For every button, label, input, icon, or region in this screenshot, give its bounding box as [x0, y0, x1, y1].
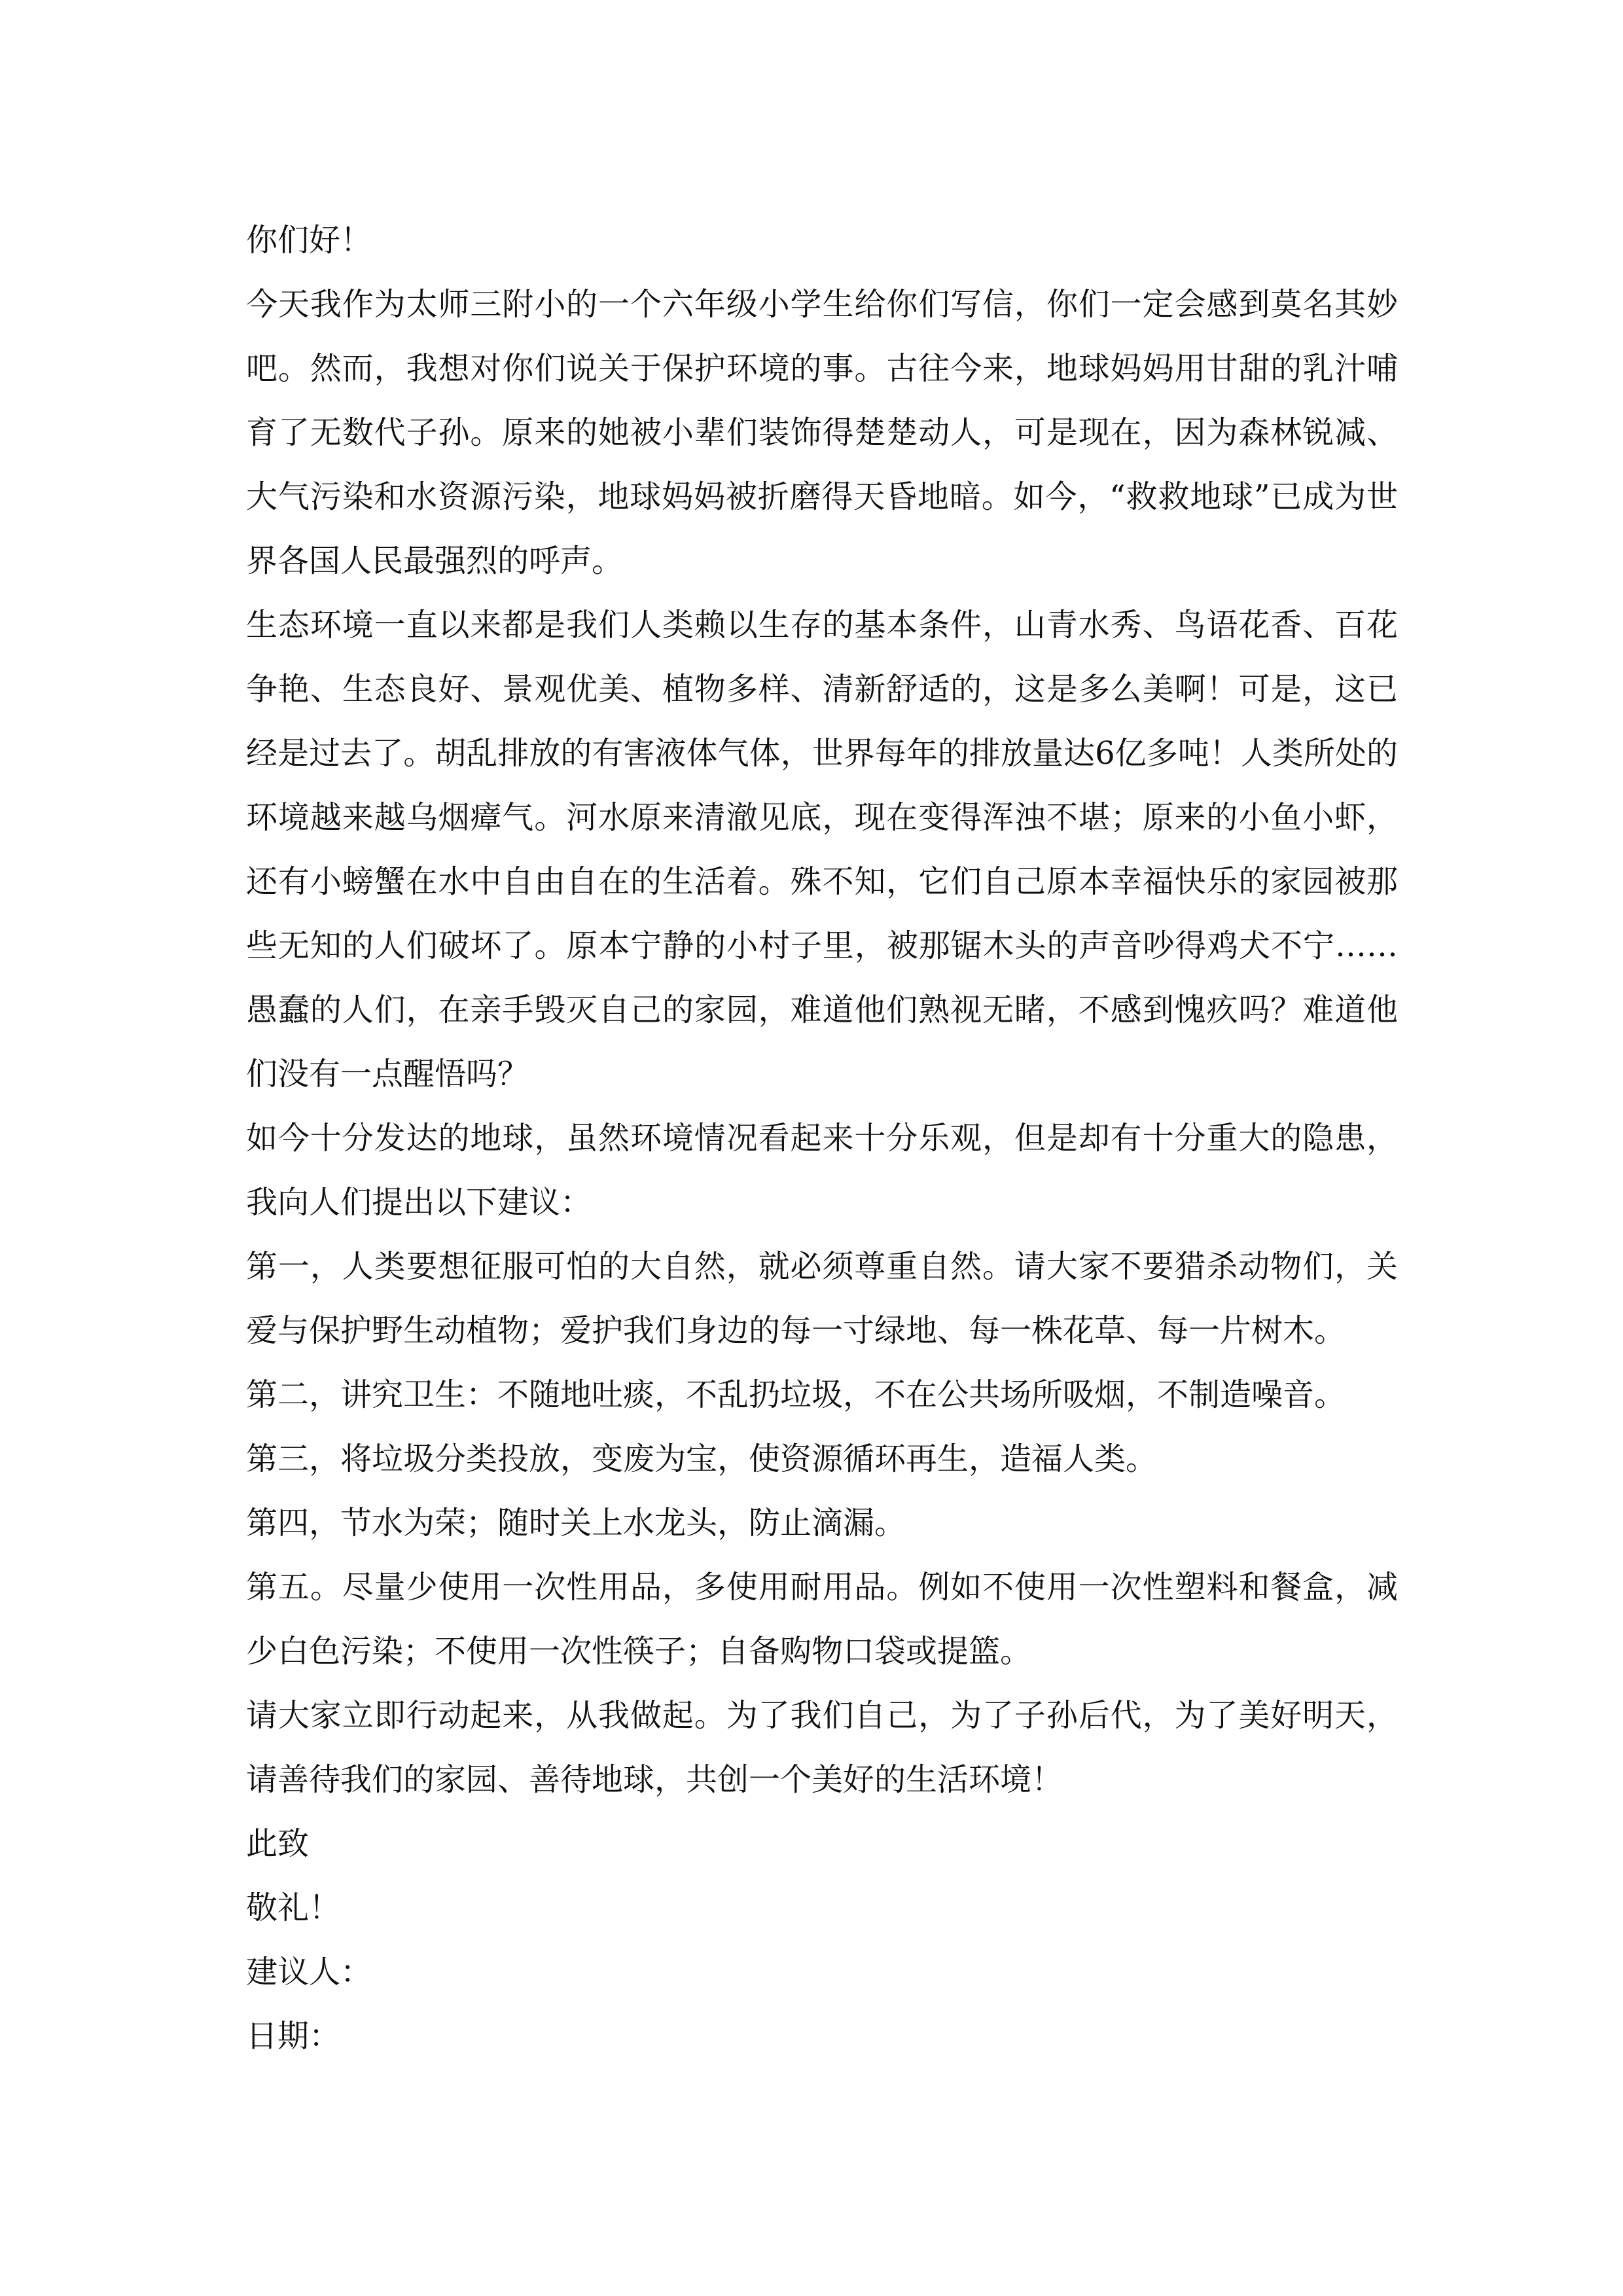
suggestion-1: 第一，人类要想征服可怕的大自然，就必须尊重自然。请大家不要猎杀动物们，关爱与保护野生动植物；爱护我们身边的每一寸绿地、每一株花草、每一片树木。 [246, 1248, 1398, 1349]
suggestion-5: 第五。尽量少使用一次性用品，多使用耐用品。例如不使用一次性塑料和餐盒，减少白色污染；不使用一次性筷子；自备购物口袋或提篮。 [246, 1569, 1398, 1670]
paragraph-3: 如今十分发达的地球，虽然环境情况看起来十分乐观，但是却有十分重大的隐患，我向人们提出以下建议： [246, 1120, 1398, 1221]
call-to-action: 请大家立即行动起来，从我做起。为了我们自己，为了子孙后代，为了美好明天，请善待我们的家园、善待地球，共创一个美好的生活环境！ [246, 1697, 1398, 1798]
suggestion-3: 第三，将垃圾分类投放，变废为宝，使资源循环再生，造福人类。 [246, 1441, 1158, 1477]
letter-body [246, 208, 1398, 2068]
date-label: 日期： [246, 2018, 341, 2054]
suggestion-2: 第二，讲究卫生：不随地吐痰，不乱扔垃圾，不在公共场所吸烟，不制造噪音。 [246, 1376, 1346, 1413]
paragraph-1: 今天我作为太师三附小的一个六年级小学生给你们写信，你们一定会感到莫名其妙吧。然而，我想对你们说关于保护环境的事。古往今来，地球妈妈用甘甜的乳汁哺育了无数代子孙。原来的她被小辈们装饰得楚楚动人，可是现在，因为森林锐减、大气污染和水资源污染，地球妈妈被折磨得天昏地暗。如今，“救救地球”已成为世界各国人民最强烈的呼声。 [246, 286, 1398, 579]
paragraph-2: 生态环境一直以来都是我们人类赖以生存的基本条件，山青水秀、鸟语花香、百花争艳、生态良好、景观优美、植物多样、清新舒适的，这是多么美啊！可是，这已经是过去了。胡乱排放的有害液体气体，世界每年的排放量达6亿多吨！人类所处的环境越来越乌烟瘴气。河水原来清澈见底，现在变得浑浊不堪；原来的小鱼小虾，还有小螃蟹在水中自由自在的生活着。殊不知，它们自己原本幸福快乐的家园被那些无知的人们破坏了。原本宁静的小村子里，被那锯木头的声音吵得鸡犬不宁……愚蠢的人们，在亲手毁灭自己的家园，难道他们熟视无睹，不感到愧疚吗？难道他们没有一点醒悟吗？ [246, 607, 1398, 1092]
salutation: 敬礼！ [246, 1890, 341, 1926]
closing: 此致 [246, 1825, 310, 1862]
suggestion-4: 第四，节水为荣；随时关上水龙头，防止滴漏。 [246, 1505, 906, 1541]
greeting: 你们好！ [246, 222, 372, 259]
signature-label: 建议人： [246, 1954, 372, 1990]
